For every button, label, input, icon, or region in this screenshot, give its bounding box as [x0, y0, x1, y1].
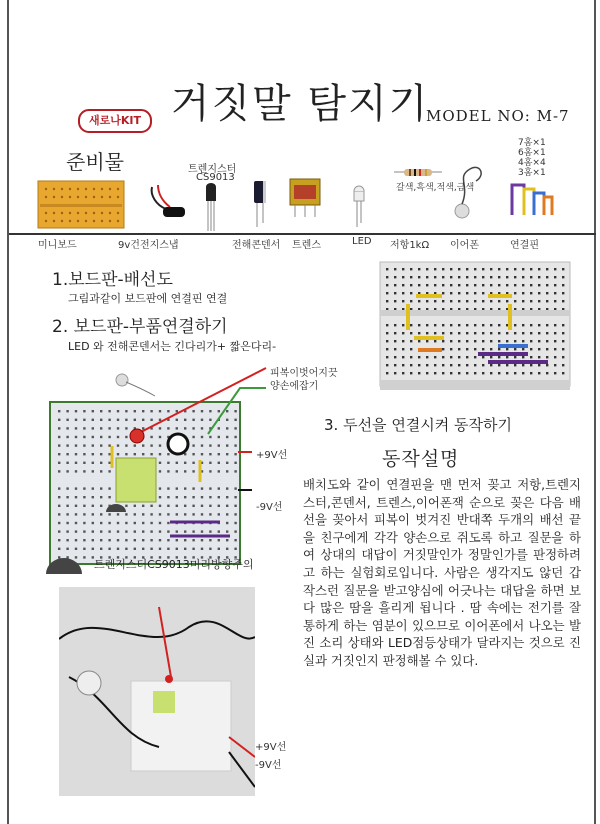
parts-illustration [0, 135, 600, 235]
earphone-label: 이어폰 [450, 240, 479, 251]
transistor-part-icon [206, 183, 216, 231]
led-part-icon [354, 186, 364, 227]
wire-count-3: 3홈×1 [518, 168, 546, 178]
step1-desc: 그림과같이 보드판에 연결핀 연결 [68, 292, 228, 305]
capacitor-icon [168, 434, 188, 454]
section-divider [9, 233, 596, 235]
capacitor-part-icon [254, 181, 266, 227]
peel-note-2: 양손에잡기 [270, 381, 319, 392]
capacitor-label: 전해콘덴서 [232, 240, 281, 251]
operation-title: 동작설명 [382, 448, 460, 470]
peel-note-1: 피복이벗어지끗 [270, 368, 338, 379]
circuit-diagram [40, 360, 302, 580]
wire-count-4: 4홈×4 [518, 158, 546, 168]
wire-counts [518, 138, 546, 178]
photo-plus-label: +9V선 [255, 742, 287, 753]
brand-logo: 새로나KIT [78, 109, 152, 133]
breadboard-part-icon [38, 181, 124, 228]
step2-heading: 2. 보드판-부품연결하기 [52, 317, 228, 337]
wiring-diagram [378, 258, 584, 394]
earphone-icon [116, 374, 128, 386]
plus-9v-label: +9V선 [256, 450, 288, 461]
battery-snap-label: 9v건전지스냅 [118, 240, 179, 251]
transformer-part-icon [290, 179, 320, 217]
wire-count-6: 6홈×1 [518, 148, 546, 158]
model-number: MODEL NO: M-7 [426, 107, 570, 125]
wire-count-7: 7홈×1 [518, 138, 546, 148]
transistor-direction-note: 트렌지스터CS9013미리방향주의 [94, 558, 254, 571]
operation-text: 배치도와 같이 연결핀을 맨 먼저 꽂고 저항,트렌지스터,콘덴서, 트렌스,이어폰잭 순으로 꽂은 다음 배선을 꽂아서 피복이 벗겨진 반대쪽 두개의 배선 끝을 친구에게 각각 양손으로 쥐도록 하고 질문을 하여 상대의 대답이 거짓말인가 정말인가를 판정하려고 하는 실험회로입니다. 사람은 생각지도 않던 갑작스런 질문을 받고양심에 어긋나는 대답을 하면 보다 많은 땀을 흘리게 됩니다 . 땀 속에는 전기를 잘 통하게 하는 염분이 있으므로 이어폰에서 나오는 발진 소리 상태와 LED점등상태가 달라지는 것으로 진실과 거짓인지 판정해볼 수 있다. [303, 477, 581, 668]
wires-label: 연결핀 [510, 240, 539, 251]
transistor-label: 트렌지스터 [188, 164, 237, 175]
transformer-icon [116, 458, 156, 502]
assembled-kit-photo [59, 587, 255, 796]
breadboard-label: 미니보드 [38, 240, 77, 251]
photo-minus-label: -9V선 [255, 760, 282, 771]
resistor-color-label: 갈색,흑색,적색,금색 [396, 183, 475, 193]
page-title: 거짓말 탐지기 [170, 81, 430, 127]
transformer-label: 트렌스 [292, 240, 321, 251]
jumper-wires-part-icon [512, 185, 552, 215]
resistor-part-icon [394, 169, 442, 176]
transistor-model-label: CS9013 [196, 172, 235, 183]
led-icon [130, 429, 144, 443]
resistor-label: 저항1kΩ [390, 240, 430, 251]
step3-heading: 3. 두선을 연결시켜 동작하기 [324, 416, 513, 434]
battery-snap-part-icon [152, 185, 185, 217]
led-label: LED [352, 236, 372, 247]
transistor-shape-icon [44, 554, 84, 576]
prep-heading: 준비물 [66, 150, 124, 174]
minus-9v-label: -9V선 [256, 502, 283, 513]
step1-heading: 1.보드판-배선도 [52, 270, 173, 290]
step2-desc: LED 와 전해콘덴서는 긴다리가+ 짧은다리- [68, 340, 277, 353]
